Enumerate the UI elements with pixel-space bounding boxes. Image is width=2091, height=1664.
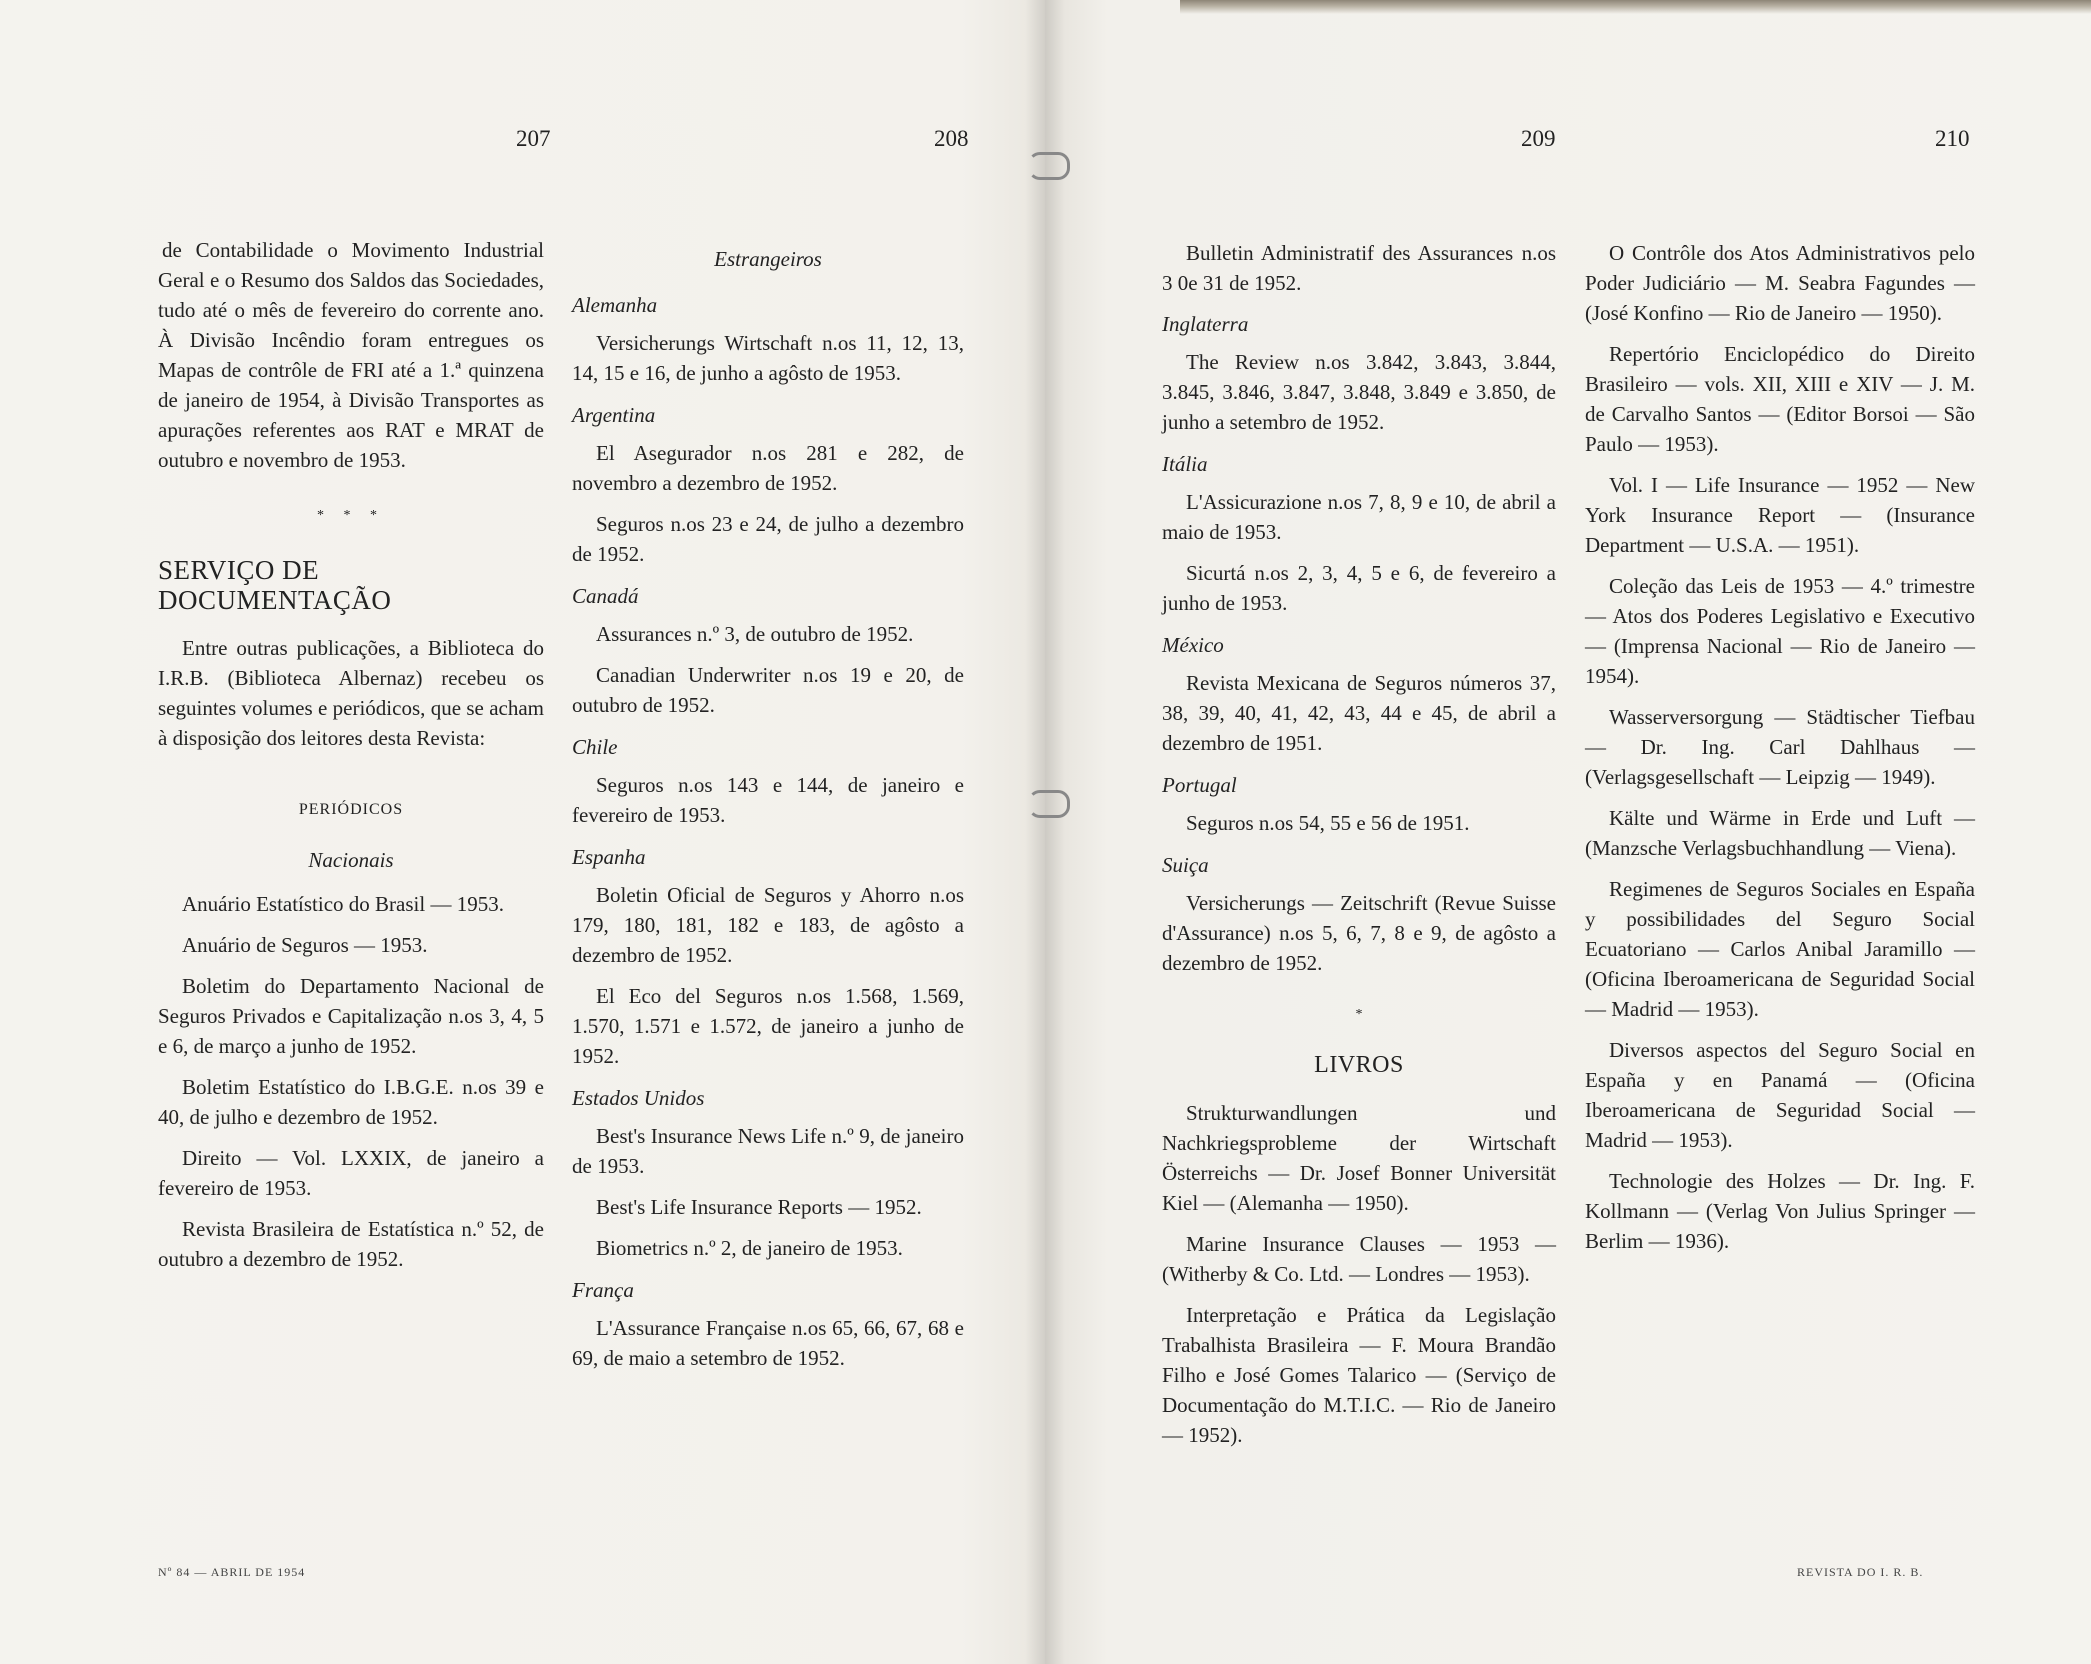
page-number-208: 208: [934, 126, 969, 151]
list-item: Repertório Enciclopédico do Direito Brasileiro — vols. XII, XIII e XIV — J. M. de Carvalho Santos — (Editor Borsoi — São Paulo — 1953).: [1585, 342, 1975, 456]
list-item: Best's Life Insurance Reports — 1952.: [596, 1195, 922, 1219]
list-item: Anuário Estatístico do Brasil — 1953.: [182, 892, 504, 916]
list-item: Revista Mexicana de Seguros números 37, 38, 39, 40, 41, 42, 43, 44 e 45, de abril a dezembro de 1951.: [1162, 671, 1556, 755]
list-item: Vol. I — Life Insurance — 1952 — New York Insurance Report — (Insurance Department — U.S.A. — 1951).: [1585, 473, 1975, 557]
country-heading: Inglaterra: [1162, 312, 1249, 336]
list-item: Coleção das Leis de 1953 — 4.º trimestre — Atos dos Poderes Legislativo e Executivo — (Imprensa Nacional — Rio de Janeiro — 1954).: [1585, 574, 1975, 688]
periodicos-heading: PERIÓDICOS: [298, 801, 404, 818]
country-heading: Suiça: [1162, 853, 1209, 877]
list-item: Versicherungs Wirtschaft n.os 11, 12, 13, 14, 15 e 16, de junho a agôsto de 1953.: [572, 331, 964, 385]
footer-issue: Nº 84 — ABRIL DE 1954: [158, 1565, 306, 1579]
country-heading: Portugal: [1162, 773, 1237, 797]
list-item: Marine Insurance Clauses — 1953 — (Witherby & Co. Ltd. — Londres — 1953).: [1162, 1232, 1556, 1286]
list-item: Canadian Underwriter n.os 19 e 20, de outubro de 1952.: [572, 663, 964, 717]
column-page-209: [1162, 238, 1556, 1461]
country-heading: Argentina: [572, 403, 656, 427]
country-heading: Chile: [572, 735, 618, 759]
country-heading: México: [1162, 633, 1224, 657]
paragraph-section: Entre outras publicações, a Biblioteca do I.R.B. (Biblioteca Albernaz) recebeu os seguintes volumes e periódicos, que se acham à disposição dos leitores desta Revista:: [158, 636, 544, 750]
livros-heading: LIVROS: [1314, 1052, 1404, 1078]
list-item: Diversos aspectos del Seguro Social en España y en Panamá — (Oficina Iberoamericana de Seguridad Social — Madrid — 1953).: [1585, 1038, 1975, 1152]
list-item: The Review n.os 3.842, 3.843, 3.844, 3.845, 3.846, 3.847, 3.848, 3.849 e 3.850, de junho a setembro de 1952.: [1162, 350, 1556, 434]
page-top-edge: [1180, 0, 2091, 14]
page-number-210: 210: [1935, 126, 1970, 151]
list-item: Kälte und Wärme in Erde und Luft — (Manzsche Verlagsbuchhandlung — Viena).: [1585, 806, 1975, 860]
list-item: L'Assicurazione n.os 7, 8, 9 e 10, de abril a maio de 1953.: [1162, 490, 1556, 544]
list-item: Versicherungs — Zeitschrift (Revue Suisse d'Assurance) n.os 5, 6, 7, 8 e 9, de agôsto a dezembro de 1952.: [1162, 891, 1556, 975]
staple-icon: [1028, 790, 1070, 818]
list-item: Seguros n.os 23 e 24, de julho a dezembro de 1952.: [572, 512, 964, 566]
star-separator: *: [1355, 1007, 1363, 1022]
list-item: Anuário de Seguros — 1953.: [182, 933, 428, 957]
list-item: Interpretação e Prática da Legislação Trabalhista Brasileira — F. Moura Brandão Filho e José Gomes Talarico — (Serviço de Documentação do M.T.I.C. — Rio de Janeiro — 1952).: [1162, 1303, 1556, 1447]
list-item: Direito — Vol. LXXIX, de janeiro a fevereiro de 1953.: [158, 1146, 544, 1200]
country-heading: Canadá: [572, 584, 639, 608]
country-heading: Estados Unidos: [572, 1086, 705, 1110]
column-page-210: [1585, 238, 1975, 1267]
country-heading: França: [572, 1278, 634, 1302]
list-item: Technologie des Holzes — Dr. Ing. F. Kollmann — (Verlag Von Julius Springer — Berlim — 1936).: [1585, 1169, 1975, 1253]
paragraph-intro: de Contabilidade o Movimento Industrial Geral e o Resumo dos Saldos das Sociedades, tudo até o mês de fevereiro do corrente ano. À Divisão Incêndio foram entregues os Mapas de contrôle de FRI até a 1.ª quinzena de janeiro de 1954, à Divisão Transportes as apurações referentes aos RAT e MRAT de outubro e novembro de 1953.: [158, 238, 544, 472]
page-number-209: 209: [1521, 126, 1556, 151]
list-item: Biometrics n.º 2, de janeiro de 1953.: [596, 1236, 903, 1260]
list-item: Boletim Estatístico do I.B.G.E. n.os 39 e 40, de julho e dezembro de 1952.: [158, 1075, 544, 1129]
staple-icon: [1028, 152, 1070, 180]
gutter-shadow: [1025, 0, 1065, 1664]
list-item: Seguros n.os 143 e 144, de janeiro e fevereiro de 1953.: [572, 773, 964, 827]
list-item: Seguros n.os 54, 55 e 56 de 1951.: [1186, 811, 1470, 835]
nacionais-heading: Nacionais: [308, 848, 394, 872]
separator: * * *: [317, 508, 385, 523]
list-item: Assurances n.º 3, de outubro de 1952.: [596, 622, 914, 646]
country-heading: Espanha: [572, 845, 646, 869]
estrangeiros-heading: Estrangeiros: [714, 247, 822, 271]
list-item: Wasserversorgung — Städtischer Tiefbau — Dr. Ing. Carl Dahlhaus — (Verlagsgesellschaft — Leipzig — 1949).: [1585, 705, 1975, 789]
list-item: Regimenes de Seguros Sociales en España y possibilidades del Seguro Social Ecuatoriano — Carlos Anibal Jaramillo — (Oficina Iberoamericana de Seguridad Social — Madrid — 1953).: [1585, 877, 1975, 1021]
list-item: El Eco del Seguros n.os 1.568, 1.569, 1.570, 1.571 e 1.572, de janeiro a junho de 1952.: [572, 984, 964, 1068]
list-item: Boletim do Departamento Nacional de Seguros Privados e Capitalização n.os 3, 4, 5 e 6, de março a junho de 1952.: [158, 974, 544, 1058]
list-item: O Contrôle dos Atos Administrativos pelo Poder Judiciário — M. Seabra Fagundes — (José Konfino — Rio de Janeiro — 1950).: [1585, 241, 1975, 325]
list-item: Bulletin Administratif des Assurances n.os 3 0e 31 de 1952.: [1162, 241, 1556, 295]
column-page-207: [158, 235, 544, 1285]
list-item: Strukturwandlungen und Nachkriegsprobleme der Wirtschaft Österreichs — Dr. Josef Bonner Universität Kiel — (Alemanha — 1950).: [1162, 1101, 1556, 1215]
list-item: L'Assurance Française n.os 65, 66, 67, 68 e 69, de maio a setembro de 1952.: [572, 1316, 964, 1370]
list-item: Boletin Oficial de Seguros y Ahorro n.os 179, 180, 181, 182 e 183, de agôsto a dezembro de 1952.: [572, 883, 964, 967]
list-item: El Asegurador n.os 281 e 282, de novembro a dezembro de 1952.: [572, 441, 964, 495]
section-title: SERVIÇO DE DOCUMENTAÇÃO: [158, 555, 392, 615]
list-item: Sicurtá n.os 2, 3, 4, 5 e 6, de fevereiro a junho de 1953.: [1162, 561, 1556, 615]
list-item: Revista Brasileira de Estatística n.º 52, de outubro a dezembro de 1952.: [158, 1217, 544, 1271]
country-heading: Alemanha: [572, 293, 658, 317]
page-number-207: 207: [516, 126, 551, 151]
country-heading: Itália: [1162, 452, 1208, 476]
list-item: Best's Insurance News Life n.º 9, de janeiro de 1953.: [572, 1124, 964, 1178]
column-page-208: [572, 240, 964, 1384]
footer-journal: REVISTA DO I. R. B.: [1797, 1565, 1924, 1579]
